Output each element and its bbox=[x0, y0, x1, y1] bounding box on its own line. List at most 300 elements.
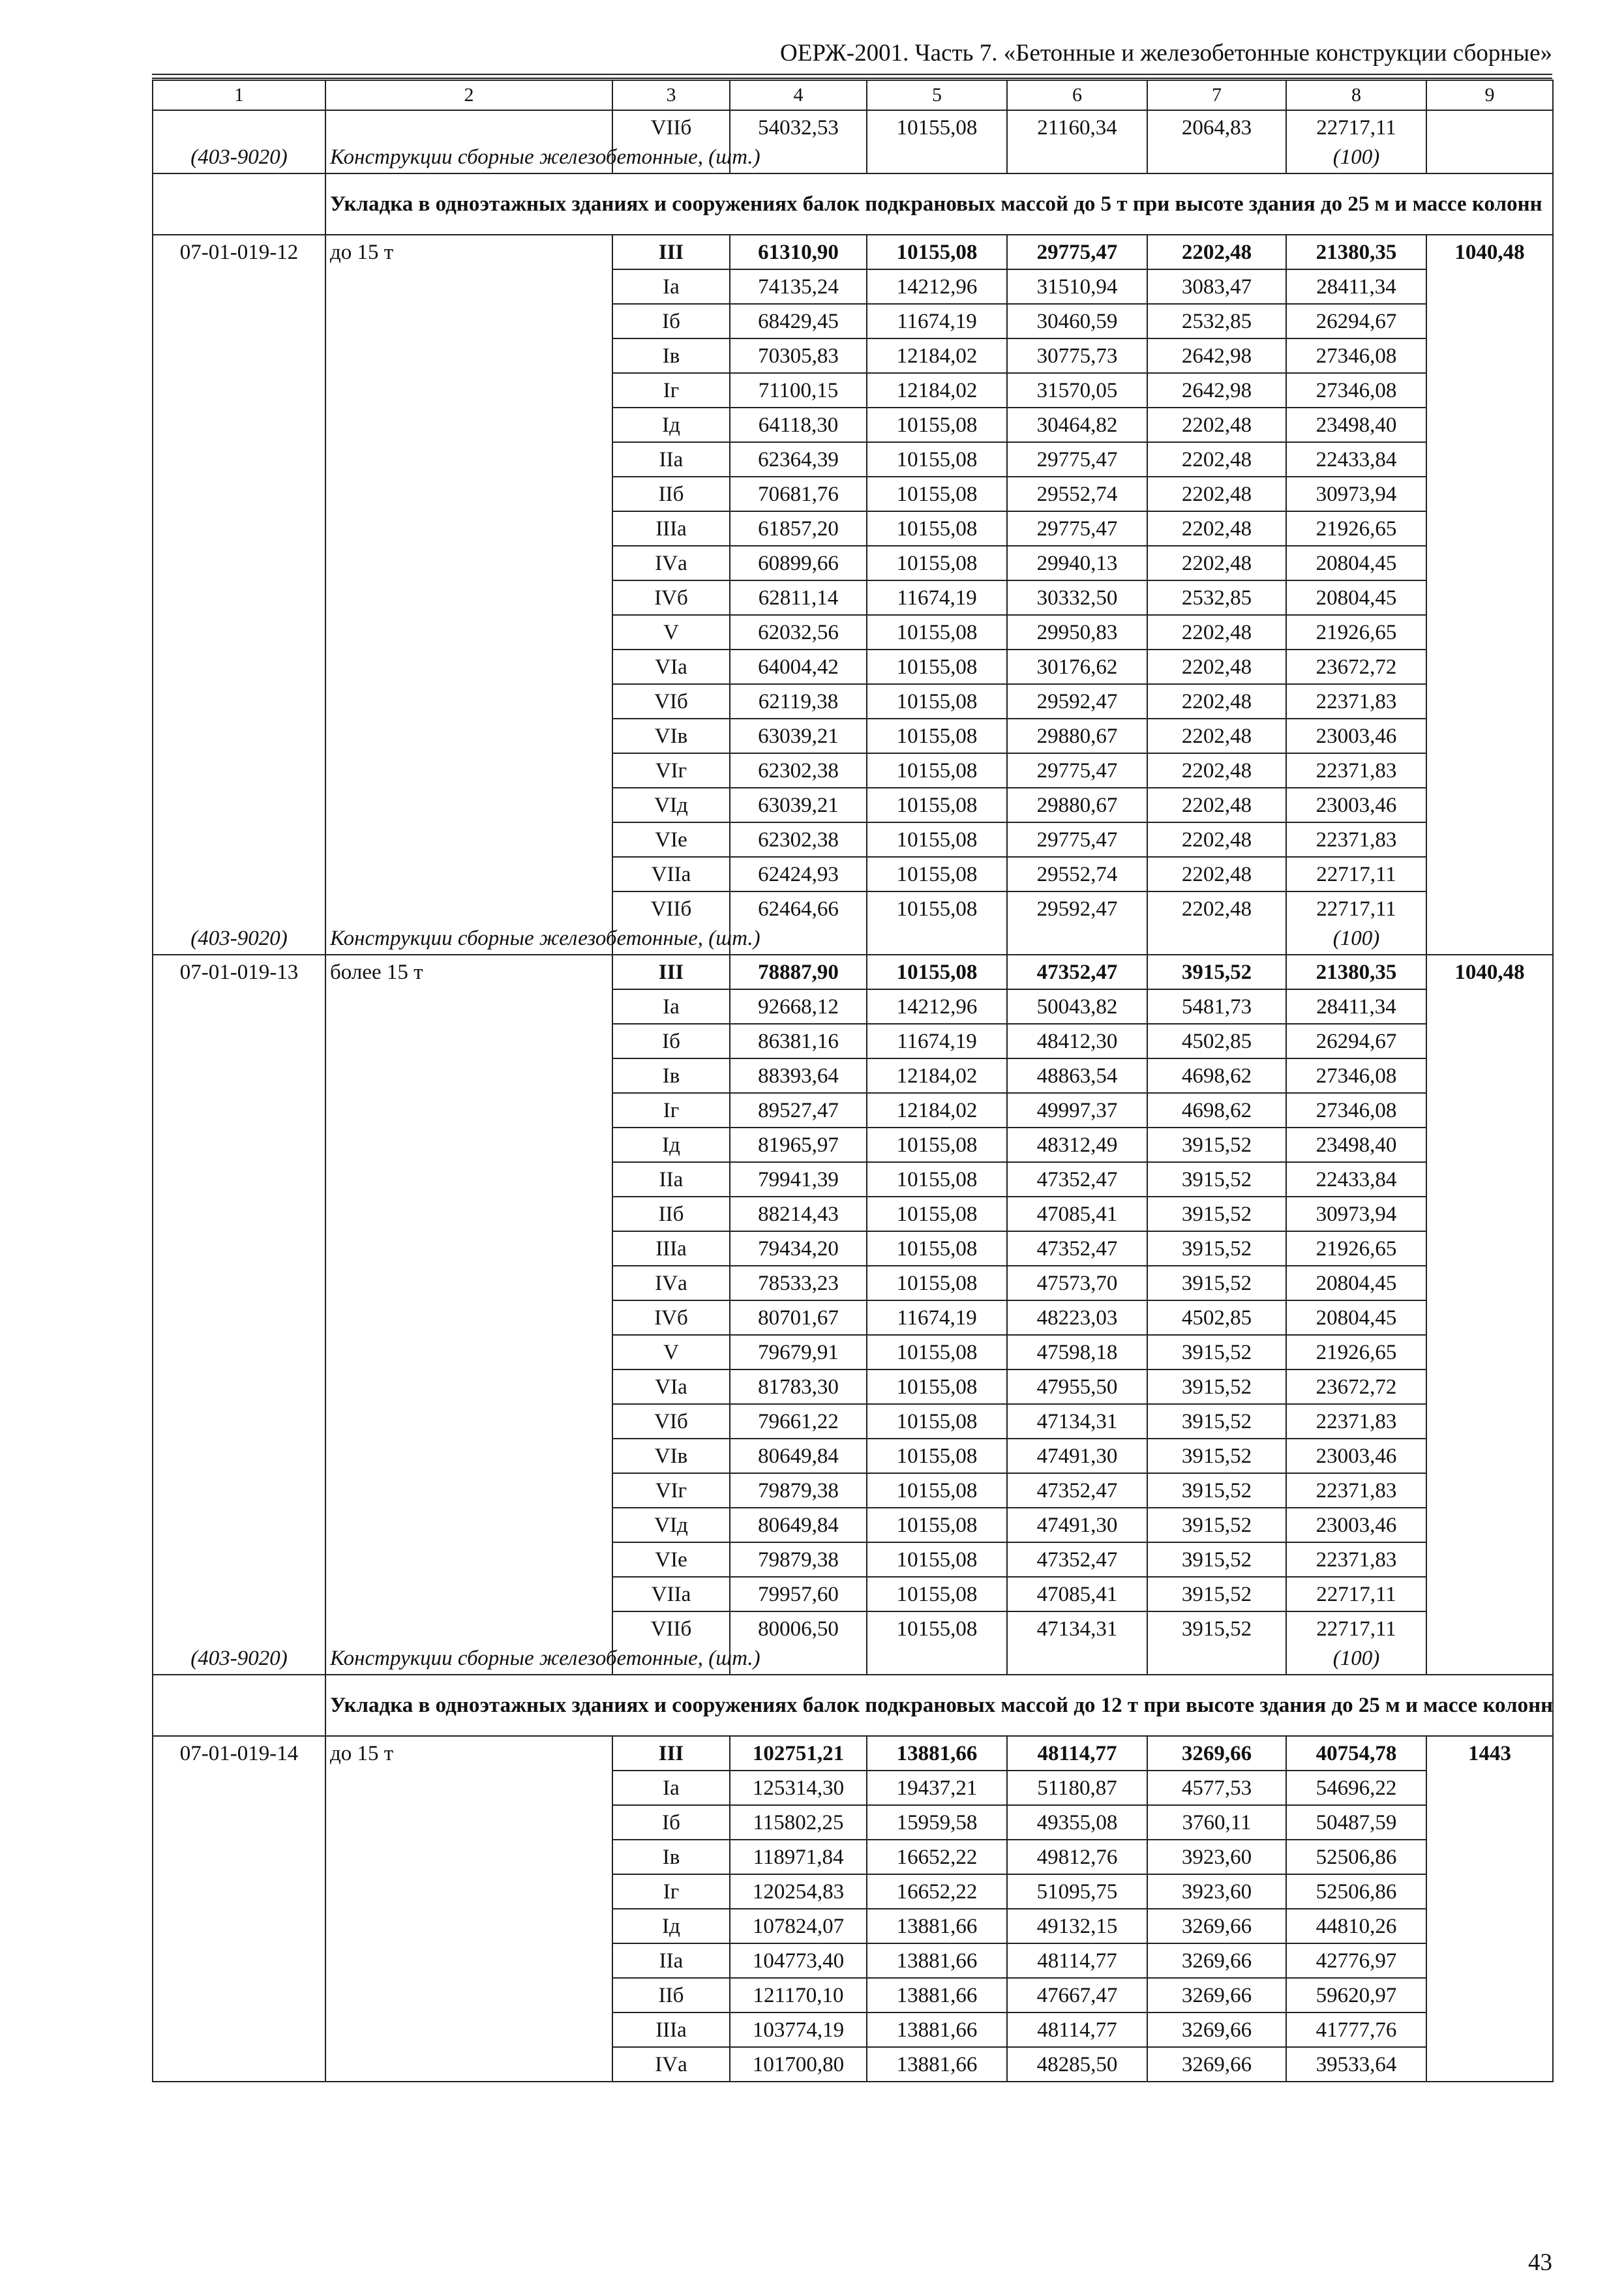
code-cell bbox=[153, 1093, 325, 1128]
region-group: IVб bbox=[612, 580, 730, 615]
rate-row bbox=[153, 235, 1553, 269]
name-cell bbox=[325, 2012, 612, 2047]
value-labor bbox=[1426, 477, 1553, 511]
value-labor bbox=[1426, 408, 1553, 442]
value-materials: 27346,08 bbox=[1286, 1093, 1426, 1128]
code-cell bbox=[153, 891, 325, 925]
region-group: IVа bbox=[612, 1266, 730, 1300]
value-wages: 10155,08 bbox=[867, 1162, 1007, 1197]
value-materials: 27346,08 bbox=[1286, 338, 1426, 373]
name-cell bbox=[325, 822, 612, 857]
value-total: 63039,21 bbox=[730, 719, 867, 753]
name-cell bbox=[325, 1231, 612, 1266]
name-cell bbox=[325, 338, 612, 373]
region-row bbox=[153, 1404, 1553, 1439]
code-cell bbox=[153, 1909, 325, 1943]
value-wages: 10155,08 bbox=[867, 1439, 1007, 1473]
region-group: Iд bbox=[612, 408, 730, 442]
name-cell bbox=[325, 2047, 612, 2082]
value-machines: 47573,70 bbox=[1007, 1266, 1147, 1300]
value-drivers-wages: 2202,48 bbox=[1147, 615, 1286, 650]
value-labor bbox=[1426, 1909, 1553, 1943]
value-wages: 16652,22 bbox=[867, 1840, 1007, 1874]
code-cell bbox=[153, 304, 325, 338]
value-machines: 47085,41 bbox=[1007, 1577, 1147, 1611]
value-machines: 47352,47 bbox=[1007, 1542, 1147, 1577]
value-wages: 10155,08 bbox=[867, 1128, 1007, 1162]
value-machines: 48114,77 bbox=[1007, 1943, 1147, 1978]
value-wages: 10155,08 bbox=[867, 955, 1007, 989]
value-wages: 10155,08 bbox=[867, 753, 1007, 788]
value-materials: 22717,11 bbox=[1286, 110, 1426, 144]
value-wages: 10155,08 bbox=[867, 235, 1007, 269]
value-drivers-wages: 3915,52 bbox=[1147, 1266, 1286, 1300]
value-total: 79957,60 bbox=[730, 1577, 867, 1611]
value-machines: 30332,50 bbox=[1007, 580, 1147, 615]
blank-cell bbox=[1147, 925, 1286, 955]
value-machines: 49132,15 bbox=[1007, 1909, 1147, 1943]
value-labor bbox=[1426, 1300, 1553, 1335]
name-cell bbox=[325, 1197, 612, 1231]
value-drivers-wages: 2202,48 bbox=[1147, 857, 1286, 891]
value-total: 68429,45 bbox=[730, 304, 867, 338]
value-machines: 48285,50 bbox=[1007, 2047, 1147, 2082]
value-machines: 21160,34 bbox=[1007, 110, 1147, 144]
region-row bbox=[153, 1024, 1553, 1058]
region-group: IVа bbox=[612, 2047, 730, 2082]
column-number: 9 bbox=[1426, 80, 1553, 110]
value-labor bbox=[1426, 511, 1553, 546]
name-cell bbox=[325, 373, 612, 408]
code-cell bbox=[153, 857, 325, 891]
region-group: VIд bbox=[612, 1508, 730, 1542]
value-drivers-wages: 2202,48 bbox=[1147, 719, 1286, 753]
value-wages: 11674,19 bbox=[867, 580, 1007, 615]
value-drivers-wages: 2202,48 bbox=[1147, 788, 1286, 822]
value-wages: 12184,02 bbox=[867, 373, 1007, 408]
value-total: 86381,16 bbox=[730, 1024, 867, 1058]
value-machines: 29775,47 bbox=[1007, 235, 1147, 269]
region-group: VIг bbox=[612, 753, 730, 788]
value-materials: 26294,67 bbox=[1286, 304, 1426, 338]
value-drivers-wages: 2202,48 bbox=[1147, 442, 1286, 477]
material-row bbox=[153, 925, 1553, 955]
blank-cell bbox=[1147, 1645, 1286, 1675]
region-group: Iг bbox=[612, 373, 730, 408]
region-group: VIа bbox=[612, 1369, 730, 1404]
value-labor bbox=[1426, 1439, 1553, 1473]
region-row bbox=[153, 1577, 1553, 1611]
value-labor bbox=[1426, 1840, 1553, 1874]
value-labor bbox=[1426, 1335, 1553, 1369]
value-materials: 21926,65 bbox=[1286, 511, 1426, 546]
value-drivers-wages: 3915,52 bbox=[1147, 955, 1286, 989]
value-drivers-wages: 3923,60 bbox=[1147, 1874, 1286, 1909]
value-labor bbox=[1426, 1508, 1553, 1542]
value-machines: 47491,30 bbox=[1007, 1508, 1147, 1542]
region-group: IIIа bbox=[612, 1231, 730, 1266]
code-cell bbox=[153, 684, 325, 719]
region-group: IIа bbox=[612, 1943, 730, 1978]
region-row bbox=[153, 580, 1553, 615]
value-materials: 27346,08 bbox=[1286, 1058, 1426, 1093]
value-materials: 22717,11 bbox=[1286, 857, 1426, 891]
value-machines: 47352,47 bbox=[1007, 1473, 1147, 1508]
region-row bbox=[153, 1874, 1553, 1909]
value-total: 64004,42 bbox=[730, 650, 867, 684]
value-materials: 20804,45 bbox=[1286, 546, 1426, 580]
value-total: 74135,24 bbox=[730, 269, 867, 304]
code-cell bbox=[153, 822, 325, 857]
value-wages: 10155,08 bbox=[867, 1404, 1007, 1439]
value-labor bbox=[1426, 719, 1553, 753]
value-wages: 10155,08 bbox=[867, 857, 1007, 891]
price-table bbox=[152, 80, 1554, 2082]
value-drivers-wages: 3269,66 bbox=[1147, 1978, 1286, 2012]
column-number: 6 bbox=[1007, 80, 1147, 110]
value-wages: 16652,22 bbox=[867, 1874, 1007, 1909]
value-materials: 22717,11 bbox=[1286, 891, 1426, 925]
code-cell bbox=[153, 1943, 325, 1978]
value-drivers-wages: 2532,85 bbox=[1147, 304, 1286, 338]
code-cell bbox=[153, 511, 325, 546]
value-machines: 31510,94 bbox=[1007, 269, 1147, 304]
name-cell bbox=[325, 477, 612, 511]
code-cell bbox=[153, 110, 325, 144]
value-total: 62119,38 bbox=[730, 684, 867, 719]
value-total: 54032,53 bbox=[730, 110, 867, 144]
code-cell bbox=[153, 615, 325, 650]
value-total: 107824,07 bbox=[730, 1909, 867, 1943]
value-wages: 10155,08 bbox=[867, 1369, 1007, 1404]
name-cell bbox=[325, 1404, 612, 1439]
value-machines: 29940,13 bbox=[1007, 546, 1147, 580]
value-wages: 13881,66 bbox=[867, 2047, 1007, 2082]
value-total: 80649,84 bbox=[730, 1508, 867, 1542]
value-materials: 23003,46 bbox=[1286, 1508, 1426, 1542]
value-materials: 41777,76 bbox=[1286, 2012, 1426, 2047]
code-cell bbox=[153, 788, 325, 822]
value-materials: 20804,45 bbox=[1286, 1266, 1426, 1300]
blank-cell bbox=[867, 1645, 1007, 1675]
value-materials: 23003,46 bbox=[1286, 1439, 1426, 1473]
value-labor bbox=[1426, 891, 1553, 925]
region-group: Iа bbox=[612, 989, 730, 1024]
value-machines: 47598,18 bbox=[1007, 1335, 1147, 1369]
column-number: 2 bbox=[325, 80, 612, 110]
code-cell bbox=[153, 580, 325, 615]
code-cell bbox=[153, 1840, 325, 1874]
rate-name: более 15 т bbox=[325, 955, 612, 989]
value-materials: 28411,34 bbox=[1286, 989, 1426, 1024]
value-drivers-wages: 3760,11 bbox=[1147, 1805, 1286, 1840]
value-total: 125314,30 bbox=[730, 1771, 867, 1805]
code-cell bbox=[153, 2047, 325, 2082]
code-cell bbox=[153, 546, 325, 580]
region-group: IIа bbox=[612, 442, 730, 477]
value-drivers-wages: 2642,98 bbox=[1147, 338, 1286, 373]
section-blank bbox=[153, 1675, 325, 1736]
value-total: 62424,93 bbox=[730, 857, 867, 891]
region-row bbox=[153, 269, 1553, 304]
value-materials: 22717,11 bbox=[1286, 1577, 1426, 1611]
value-wages: 12184,02 bbox=[867, 1093, 1007, 1128]
value-drivers-wages: 2202,48 bbox=[1147, 891, 1286, 925]
value-labor bbox=[1426, 338, 1553, 373]
value-drivers-wages: 2202,48 bbox=[1147, 753, 1286, 788]
value-machines: 49812,76 bbox=[1007, 1840, 1147, 1874]
code-cell bbox=[153, 477, 325, 511]
name-cell bbox=[325, 408, 612, 442]
value-materials: 23672,72 bbox=[1286, 650, 1426, 684]
header-rule bbox=[152, 74, 1552, 75]
value-labor bbox=[1426, 989, 1553, 1024]
value-total: 62032,56 bbox=[730, 615, 867, 650]
value-materials: 39533,64 bbox=[1286, 2047, 1426, 2082]
region-group: Iг bbox=[612, 1093, 730, 1128]
value-total: 79679,91 bbox=[730, 1335, 867, 1369]
name-cell bbox=[325, 1335, 612, 1369]
name-cell bbox=[325, 857, 612, 891]
name-cell bbox=[325, 1162, 612, 1197]
value-drivers-wages: 4502,85 bbox=[1147, 1024, 1286, 1058]
column-number: 1 bbox=[153, 80, 325, 110]
value-materials: 30973,94 bbox=[1286, 477, 1426, 511]
region-row bbox=[153, 1542, 1553, 1577]
code-cell bbox=[153, 338, 325, 373]
name-cell bbox=[325, 1128, 612, 1162]
code-cell bbox=[153, 1300, 325, 1335]
name-cell bbox=[325, 1611, 612, 1645]
code-cell bbox=[153, 1128, 325, 1162]
value-materials: 22371,83 bbox=[1286, 1473, 1426, 1508]
code-cell bbox=[153, 1508, 325, 1542]
value-wages: 14212,96 bbox=[867, 989, 1007, 1024]
value-labor bbox=[1426, 1162, 1553, 1197]
blank-cell bbox=[1426, 144, 1553, 173]
region-row bbox=[153, 1369, 1553, 1404]
value-materials: 20804,45 bbox=[1286, 580, 1426, 615]
region-row bbox=[153, 1266, 1553, 1300]
value-wages: 10155,08 bbox=[867, 1542, 1007, 1577]
region-group: VIIб bbox=[612, 891, 730, 925]
code-cell bbox=[153, 1978, 325, 2012]
value-materials: 21380,35 bbox=[1286, 235, 1426, 269]
value-materials: 22371,83 bbox=[1286, 753, 1426, 788]
value-labor bbox=[1426, 1943, 1553, 1978]
region-row bbox=[153, 511, 1553, 546]
material-code: (403-9020) bbox=[153, 925, 325, 955]
value-labor bbox=[1426, 1197, 1553, 1231]
region-group: VIIб bbox=[612, 1611, 730, 1645]
blank-cell bbox=[1007, 925, 1147, 955]
value-labor bbox=[1426, 1978, 1553, 2012]
value-labor bbox=[1426, 1805, 1553, 1840]
value-wages: 10155,08 bbox=[867, 891, 1007, 925]
region-group: Iв bbox=[612, 1840, 730, 1874]
value-wages: 19437,21 bbox=[867, 1771, 1007, 1805]
value-total: 78533,23 bbox=[730, 1266, 867, 1300]
value-wages: 10155,08 bbox=[867, 442, 1007, 477]
region-group: Iа bbox=[612, 269, 730, 304]
name-cell bbox=[325, 304, 612, 338]
value-wages: 13881,66 bbox=[867, 1978, 1007, 2012]
region-group: VIе bbox=[612, 822, 730, 857]
value-machines: 29592,47 bbox=[1007, 684, 1147, 719]
region-row bbox=[153, 1508, 1553, 1542]
region-row bbox=[153, 1439, 1553, 1473]
value-machines: 47134,31 bbox=[1007, 1404, 1147, 1439]
value-total: 102751,21 bbox=[730, 1736, 867, 1771]
value-labor bbox=[1426, 684, 1553, 719]
value-materials: 22371,83 bbox=[1286, 1542, 1426, 1577]
value-materials: 40754,78 bbox=[1286, 1736, 1426, 1771]
value-total: 62302,38 bbox=[730, 753, 867, 788]
value-wages: 14212,96 bbox=[867, 269, 1007, 304]
region-group: VIIб bbox=[612, 110, 730, 144]
value-machines: 29880,67 bbox=[1007, 788, 1147, 822]
value-drivers-wages: 3269,66 bbox=[1147, 2047, 1286, 2082]
name-cell bbox=[325, 1909, 612, 1943]
region-group: Iб bbox=[612, 304, 730, 338]
value-machines: 47667,47 bbox=[1007, 1978, 1147, 2012]
region-group: III bbox=[612, 235, 730, 269]
value-drivers-wages: 3915,52 bbox=[1147, 1335, 1286, 1369]
value-labor bbox=[1426, 1473, 1553, 1508]
value-total: 103774,19 bbox=[730, 2012, 867, 2047]
code-cell bbox=[153, 269, 325, 304]
value-materials: 23672,72 bbox=[1286, 1369, 1426, 1404]
value-wages: 10155,08 bbox=[867, 1231, 1007, 1266]
region-row bbox=[153, 684, 1553, 719]
value-wages: 10155,08 bbox=[867, 1611, 1007, 1645]
value-wages: 10155,08 bbox=[867, 110, 1007, 144]
name-cell bbox=[325, 1439, 612, 1473]
material-row bbox=[153, 144, 1553, 173]
section-title: Укладка в одноэтажных зданиях и сооружениях балок подкрановых массой до 12 т при высоте здания до 25 м и массе колонн bbox=[325, 1675, 1553, 1736]
value-labor bbox=[1426, 1771, 1553, 1805]
value-wages: 10155,08 bbox=[867, 822, 1007, 857]
value-total: 64118,30 bbox=[730, 408, 867, 442]
value-materials: 22433,84 bbox=[1286, 1162, 1426, 1197]
value-drivers-wages: 3915,52 bbox=[1147, 1439, 1286, 1473]
material-qty: (100) bbox=[1286, 144, 1426, 173]
value-labor bbox=[1426, 1577, 1553, 1611]
value-labor bbox=[1426, 822, 1553, 857]
material-name: Конструкции сборные железобетонные, (шт.) bbox=[325, 925, 612, 955]
value-wages: 10155,08 bbox=[867, 684, 1007, 719]
value-drivers-wages: 3083,47 bbox=[1147, 269, 1286, 304]
value-wages: 10155,08 bbox=[867, 408, 1007, 442]
value-total: 79879,38 bbox=[730, 1542, 867, 1577]
value-machines: 29775,47 bbox=[1007, 511, 1147, 546]
region-group: Iв bbox=[612, 1058, 730, 1093]
page-number: 43 bbox=[1528, 2249, 1552, 2276]
value-total: 63039,21 bbox=[730, 788, 867, 822]
blank-cell bbox=[1007, 144, 1147, 173]
code-cell bbox=[153, 1577, 325, 1611]
value-wages: 11674,19 bbox=[867, 304, 1007, 338]
value-machines: 29775,47 bbox=[1007, 753, 1147, 788]
value-machines: 51180,87 bbox=[1007, 1771, 1147, 1805]
code-cell bbox=[153, 408, 325, 442]
region-group: IIб bbox=[612, 477, 730, 511]
region-row bbox=[153, 989, 1553, 1024]
column-number-row bbox=[153, 80, 1553, 110]
value-drivers-wages: 3915,52 bbox=[1147, 1508, 1286, 1542]
name-cell bbox=[325, 1771, 612, 1805]
value-wages: 10155,08 bbox=[867, 1335, 1007, 1369]
value-machines: 47352,47 bbox=[1007, 1162, 1147, 1197]
code-cell bbox=[153, 1874, 325, 1909]
value-labor bbox=[1426, 615, 1553, 650]
value-machines: 49355,08 bbox=[1007, 1805, 1147, 1840]
value-wages: 10155,08 bbox=[867, 477, 1007, 511]
value-machines: 31570,05 bbox=[1007, 373, 1147, 408]
value-labor bbox=[1426, 1404, 1553, 1439]
region-group: VIб bbox=[612, 1404, 730, 1439]
value-drivers-wages: 3915,52 bbox=[1147, 1577, 1286, 1611]
rate-code: 07-01-019-14 bbox=[153, 1736, 325, 1771]
value-wages: 12184,02 bbox=[867, 1058, 1007, 1093]
value-drivers-wages: 2642,98 bbox=[1147, 373, 1286, 408]
value-total: 89527,47 bbox=[730, 1093, 867, 1128]
name-cell bbox=[325, 1473, 612, 1508]
value-drivers-wages: 5481,73 bbox=[1147, 989, 1286, 1024]
name-cell bbox=[325, 546, 612, 580]
column-number: 5 bbox=[867, 80, 1007, 110]
region-group: Iб bbox=[612, 1024, 730, 1058]
value-drivers-wages: 3915,52 bbox=[1147, 1611, 1286, 1645]
region-group: IIб bbox=[612, 1197, 730, 1231]
value-drivers-wages: 3915,52 bbox=[1147, 1128, 1286, 1162]
code-cell bbox=[153, 1771, 325, 1805]
value-machines: 51095,75 bbox=[1007, 1874, 1147, 1909]
value-drivers-wages: 3269,66 bbox=[1147, 1736, 1286, 1771]
column-number: 3 bbox=[612, 80, 730, 110]
name-cell bbox=[325, 650, 612, 684]
value-total: 62464,66 bbox=[730, 891, 867, 925]
value-materials: 21926,65 bbox=[1286, 1231, 1426, 1266]
code-cell bbox=[153, 1542, 325, 1577]
value-machines: 29775,47 bbox=[1007, 822, 1147, 857]
value-drivers-wages: 2202,48 bbox=[1147, 650, 1286, 684]
material-name: Конструкции сборные железобетонные, (шт.) bbox=[325, 144, 612, 173]
region-group: III bbox=[612, 955, 730, 989]
value-drivers-wages: 2064,83 bbox=[1147, 110, 1286, 144]
value-wages: 13881,66 bbox=[867, 2012, 1007, 2047]
value-drivers-wages: 2202,48 bbox=[1147, 546, 1286, 580]
region-group: VIе bbox=[612, 1542, 730, 1577]
value-labor bbox=[1426, 857, 1553, 891]
code-cell bbox=[153, 650, 325, 684]
value-drivers-wages: 2202,48 bbox=[1147, 684, 1286, 719]
value-labor bbox=[1426, 110, 1553, 144]
material-name: Конструкции сборные железобетонные, (шт.) bbox=[325, 1645, 612, 1675]
value-drivers-wages: 2202,48 bbox=[1147, 477, 1286, 511]
region-group: IIIа bbox=[612, 511, 730, 546]
value-drivers-wages: 3915,52 bbox=[1147, 1162, 1286, 1197]
name-cell bbox=[325, 1805, 612, 1840]
value-machines: 29552,74 bbox=[1007, 857, 1147, 891]
value-labor: 1040,48 bbox=[1426, 955, 1553, 989]
region-group: V bbox=[612, 1335, 730, 1369]
region-group: VIд bbox=[612, 788, 730, 822]
value-machines: 30464,82 bbox=[1007, 408, 1147, 442]
region-group: V bbox=[612, 615, 730, 650]
region-row bbox=[153, 2012, 1553, 2047]
value-total: 101700,80 bbox=[730, 2047, 867, 2082]
